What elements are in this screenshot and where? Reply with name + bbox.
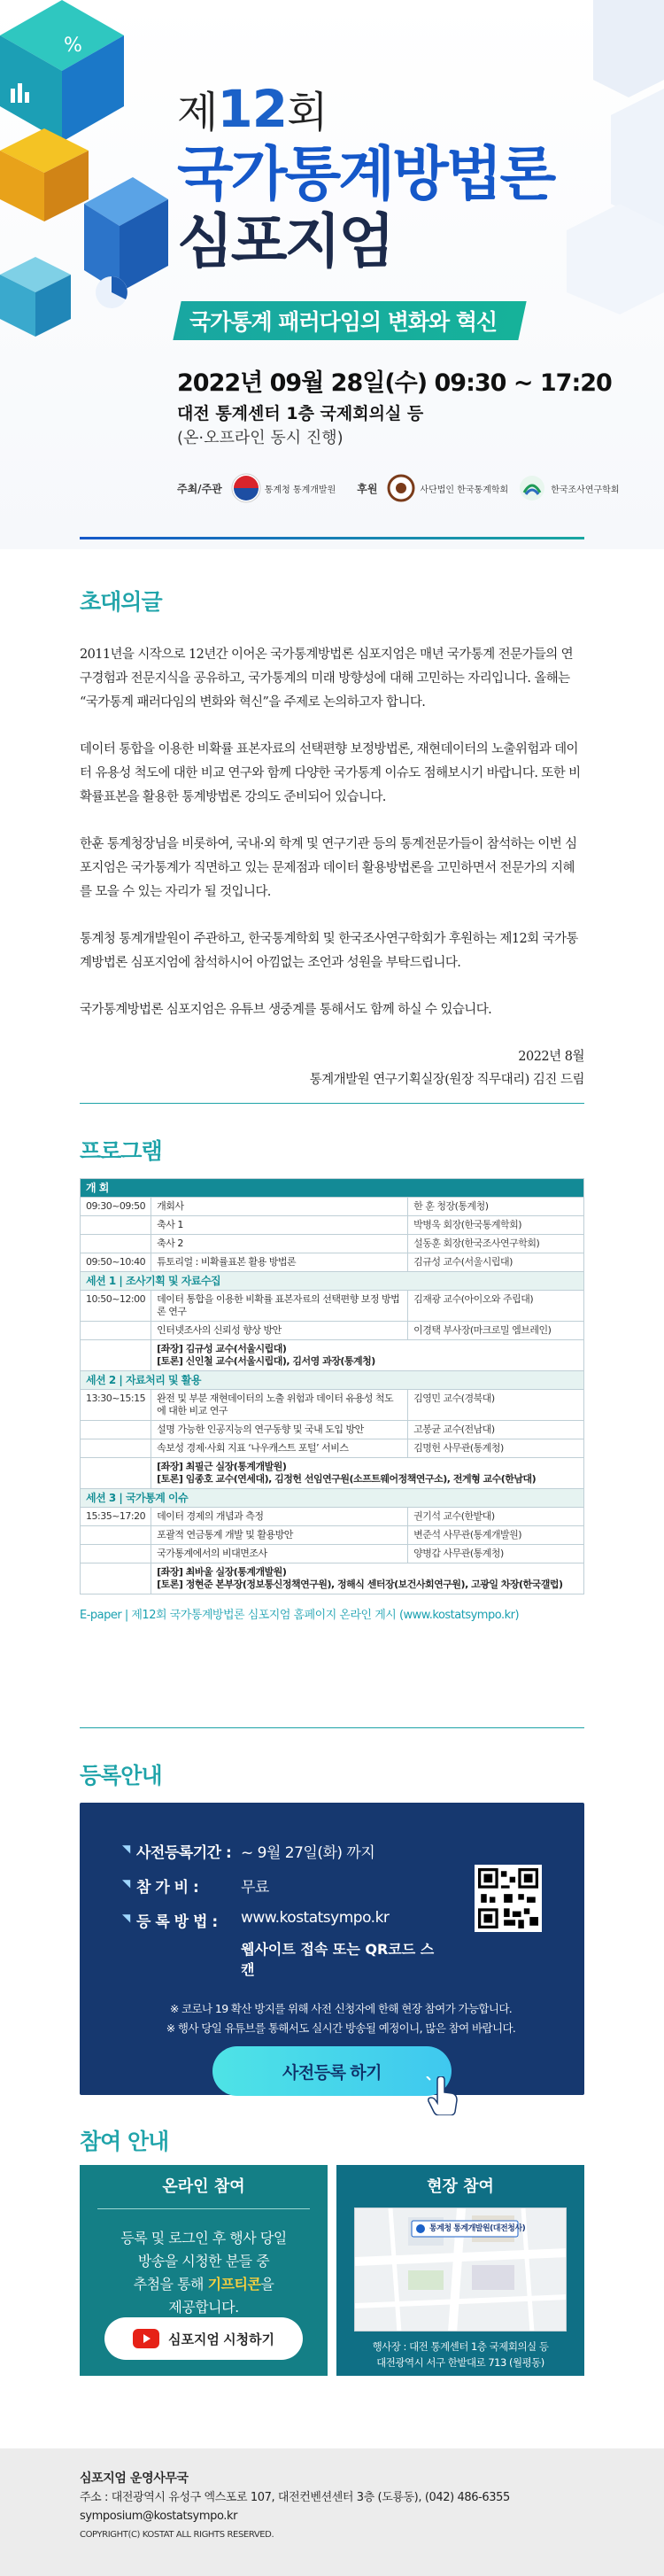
program-speaker: 한 훈 청장(통계청) [408,1198,584,1216]
triangle-bullet-icon: ◥ [122,1877,130,1889]
registration-period: ◥ 사전등록기간 : ~ 9월 27일(화) 까지 [122,1840,441,1862]
theme-text: 국가통계 패러다임의 변화와 혁신 [189,309,498,335]
program-session-header [81,1371,584,1390]
program-row [81,1526,584,1545]
program-item: 설명 가능한 인공지능의 연구동향 및 국내 도입 방안 [151,1421,408,1439]
invitation-date: 2022년 8월 [518,1050,584,1064]
online-participation-card [80,2165,328,2376]
invitation-paragraph: 통계청 통계개발원이 주관하고, 한국통계학회 및 한국조사연구학회가 후원하는 제12회 국가통계방법론 심포지엄에 참석하시어 아낌없는 조언과 성원을 부탁드립니다. [80,932,578,970]
venue-map[interactable] [354,2207,567,2332]
participation-title: 참여 안내 [80,2129,169,2154]
invitation-paragraph: 데이터 통합을 이용한 비확률 표본자료의 선택편향 보정방법론, 재현데이터의 노출위험과 데이터 유용성 척도에 대한 비교 연구와 함께 다양한 국가통계 이슈도 점해보시기 바랍니다. 또한 비확률표본을 활용한 통계방법론 강의도 준비되어 있습니다. [80,742,581,804]
program-table [80,1178,584,1594]
sponsor-logo-ksra: 한국조사연구학회 [517,473,619,503]
program-row [81,1545,584,1563]
program-time [81,1322,151,1340]
gifticon-highlight: 기프티콘 [207,2276,261,2293]
program-time: 15:35~17:20 [81,1508,151,1526]
sponsor-label: 후원 [357,482,378,495]
panel-discussants: [토론] 정현준 본부장(정보통신정책연구원), 정해식 센터장(보건사회연구원), 고광일 차장(한국갤럽) [157,1579,563,1590]
host-label: 주최/주관 [177,482,222,495]
hero-divider [80,537,584,539]
onsite-card-title: 현장 참여 [427,2177,494,2196]
program-panel-row [81,1340,584,1371]
program-time: 10:50~12:00 [81,1291,151,1322]
pointer-hand-icon [425,2076,460,2115]
program-item: 축사 1 [151,1216,408,1235]
program-time [81,1439,151,1458]
program-speaker: 박병욱 회장(한국통계학회) [408,1216,584,1235]
youtube-icon [133,2329,159,2348]
footer-address: 주소 : 대전광역시 유성구 엑스포로 107, 대전컨벤션센터 3층 (도룡동), (042) 486-6355 [80,2491,510,2504]
online-card-body: 등록 및 로그인 후 행사 당일 방송을 시청한 분들 중 추첨을 통해 기프티콘을 제공합니다. [120,2230,287,2316]
program-row [81,1322,584,1340]
footer-title: 심포지엄 운영사무국 [80,2471,189,2486]
program-panel [151,1458,584,1489]
footer-email[interactable]: symposium@kostatsympo.kr [80,2510,238,2523]
program-item: 축사 2 [151,1235,408,1253]
program-row [81,1253,584,1272]
program-item: 데이터 통합을 이용한 비확률 표본자료의 선택편향 보정 방법론 연구 [151,1291,408,1322]
pre-register-button[interactable]: 사전등록 하기 [212,2046,452,2096]
host-logo: 통계청 통계개발원 [231,473,336,503]
participation-section [80,2124,584,2156]
kss-logo-icon [386,473,416,503]
program-speaker: 고봉균 교수(전남대) [408,1421,584,1439]
triangle-bullet-icon: ◥ [122,1843,130,1855]
section-divider [80,1727,584,1728]
title-line-1: 국가통계방법론 [177,140,554,208]
program-speaker: 김명헌 사무관(통계청) [408,1439,584,1458]
invitation-signer: 통계개발원 연구기획실장(원장 직무대리) 김진 드림 [309,1073,584,1087]
registration-notes: ※ 코로나 19 확산 방지를 위해 사전 신청자에 한해 현장 참여가 가능합니다. ※ 행사 당일 유튜브를 통해서도 실시간 방송될 예정이니, 많은 참여 바랍니다. [166,2002,516,2035]
section-divider [80,1103,584,1104]
program-item: 인터넷조사의 신뢰성 향상 방안 [151,1322,408,1340]
session-label: 세션 2 | 자료처리 및 활용 [81,1371,584,1390]
invitation-body [80,643,584,1022]
invitation-paragraph: 2011년을 시작으로 12년간 이어온 국가통계방법론 심포지엄은 매년 국가통계 전문가들의 연구경험과 전문지식을 공유하고, 국가통계의 미래 방향성에 대해 고민하는 자리입니다. 올해는 “국가통계 패러다임의 변화와 혁신”을 주제로 논의하고자 합니다. [80,648,574,710]
program-title: 프로그램 [80,1138,162,1164]
sponsor-logo-kss: 사단법인 한국통계학회 [386,473,508,503]
program-item: 데이터 경제의 개념과 측정 [151,1508,408,1526]
registration-title: 등록안내 [80,1763,162,1788]
registration-section [80,1758,584,1790]
ksra-logo-icon [517,473,547,503]
invitation-paragraph: 국가통계방법론 심포지엄은 유튜브 생중계를 통해서도 함께 하실 수 있습니다. [80,1003,492,1017]
program-time [81,1340,151,1371]
program-panel [151,1563,584,1594]
program-speaker: 김재광 교수(아이오와 주립대) [408,1291,584,1322]
panel-chair: [좌장] 김규성 교수(서울시립대) [157,1343,287,1354]
qr-code-icon[interactable] [475,1865,542,1932]
program-row [81,1421,584,1439]
program-row [81,1235,584,1253]
program-time: 09:30~09:50 [81,1198,151,1216]
onsite-participation-card [336,2165,584,2376]
invitation-title: 초대의글 [80,589,162,615]
registration-fee: ◥ 참 가 비 : 무료 [122,1874,441,1897]
program-item: 튜토리얼 : 비확률표본 활용 방법론 [151,1253,408,1272]
program-time [81,1458,151,1489]
registration-method-note: 웹사이트 접속 또는 QR코드 스캔 [241,1941,435,1978]
venue-address: 행사장 : 대전 통계센터 1층 국제회의실 등 대전광역시 서구 한밭대로 713 (월평동) [372,2340,549,2369]
session-label: 세션 3 | 국가통계 이슈 [81,1489,584,1508]
hosts-row [177,473,619,503]
session-label: 세션 1 | 조사기획 및 자료수집 [81,1272,584,1291]
program-time [81,1235,151,1253]
watch-youtube-button[interactable]: 심포지엄 시청하기 [104,2317,303,2360]
program-panel-row [81,1458,584,1489]
event-venue: 대전 통계센터 1층 국제회의실 등 [177,404,424,423]
program-time [81,1563,151,1594]
registration-method: ◥ 등 록 방 법 : www.kostatsympo.kr [122,1909,390,1931]
program-item: 속보성 경제·사회 지표 ‘나우캐스트 포털’ 서비스 [151,1439,408,1458]
program-session-header [81,1489,584,1508]
program-item: 포괄적 연금통계 개발 및 활용방안 [151,1526,408,1545]
invitation-section [80,585,584,1091]
panel-chair: [좌장] 최필근 실장(통계개발원) [157,1461,287,1472]
program-speaker: 변준석 사무관(통계개발원) [408,1526,584,1545]
program-item: 개회사 [151,1198,408,1216]
footer-content [80,2470,510,2544]
kostat-logo-icon [231,473,261,503]
program-row [81,1291,584,1322]
map-label: 통계청 통계개발원(대전청사) [429,2224,526,2233]
program-speaker: 양병갑 사무관(통계청) [408,1545,584,1563]
invitation-paragraph: 한훈 통계청장님을 비롯하여, 국내·외 학계 및 연구기관 등의 통계전문가들이 참석하는 이번 심포지엄은 국가통계가 직면하고 있는 문제점과 데이터 활용방법론을 고민하면서 전문가의 지혜를 모을 수 있는 자리가 될 것입니다. [80,837,577,899]
program-row [81,1216,584,1235]
registration-url[interactable]: www.kostatsympo.kr [241,1909,390,1927]
program-time: 09:50~10:40 [81,1253,151,1272]
footer-copyright: COPYRIGHT(C) KOSTAT ALL RIGHTS RESERVED. [80,2530,274,2540]
panel-discussants: [토론] 신인철 교수(서울시립대), 김서영 과장(통계청) [157,1355,375,1367]
event-venue-note: (온·오프라인 동시 진행) [177,429,344,447]
program-row [81,1390,584,1421]
program-panel-row [81,1563,584,1594]
program-item: 국가통계에서의 비대면조사 [151,1545,408,1563]
program-speaker: 김영민 교수(경북대) [408,1390,584,1421]
program-section [80,1134,584,1622]
program-row [81,1198,584,1216]
program-time [81,1545,151,1563]
program-speaker: 김규성 교수(서울시립대) [408,1253,584,1272]
program-row [81,1508,584,1526]
program-opening-header [81,1179,584,1198]
event-date: 2022년 09월 28일(수) 09:30 ~ 17:20 [177,369,612,397]
registration-box [80,1803,584,2095]
invitation-signature [80,1045,584,1091]
epaper-note[interactable]: E-paper | 제12회 국가통계방법론 심포지엄 홈페이지 온라인 게시 (www.kostatsympo.kr) [80,1609,520,1622]
program-time [81,1526,151,1545]
footer [0,2448,664,2576]
program-session-header [81,1272,584,1291]
program-panel [151,1340,584,1371]
cube-decoration-icon [0,0,168,372]
program-time [81,1216,151,1235]
panel-chair: [좌장] 최바울 실장(통계개발원) [157,1566,287,1578]
triangle-bullet-icon: ◥ [122,1912,130,1924]
program-item: 완전 및 부분 재현데이터의 노출 위험과 데이터 유용성 척도에 대한 비교 연구 [151,1390,408,1421]
online-card-title: 온라인 참여 [80,2174,328,2206]
program-speaker: 설동훈 회장(한국조사연구학회) [408,1235,584,1253]
panel-discussants: [토론] 임종호 교수(연세대), 김정헌 선임연구원(소프트웨어정책연구소), 전게형 교수(한남대) [157,1473,537,1485]
title-line-2: 심포지엄 [177,207,393,275]
edition-label: 제12회 [177,79,328,139]
program-speaker: 권기석 교수(한밭대) [408,1508,584,1526]
program-time: 13:30~15:15 [81,1390,151,1421]
program-speaker: 이경택 부사장(마크로밀 엠브레인) [408,1322,584,1340]
hero-banner [0,0,664,549]
program-row [81,1439,584,1458]
session-label: 개 회 [81,1179,584,1198]
program-time [81,1421,151,1439]
registration-details [122,1840,441,1979]
svg-text:%: % [64,35,82,57]
hero-title-block [177,78,637,275]
